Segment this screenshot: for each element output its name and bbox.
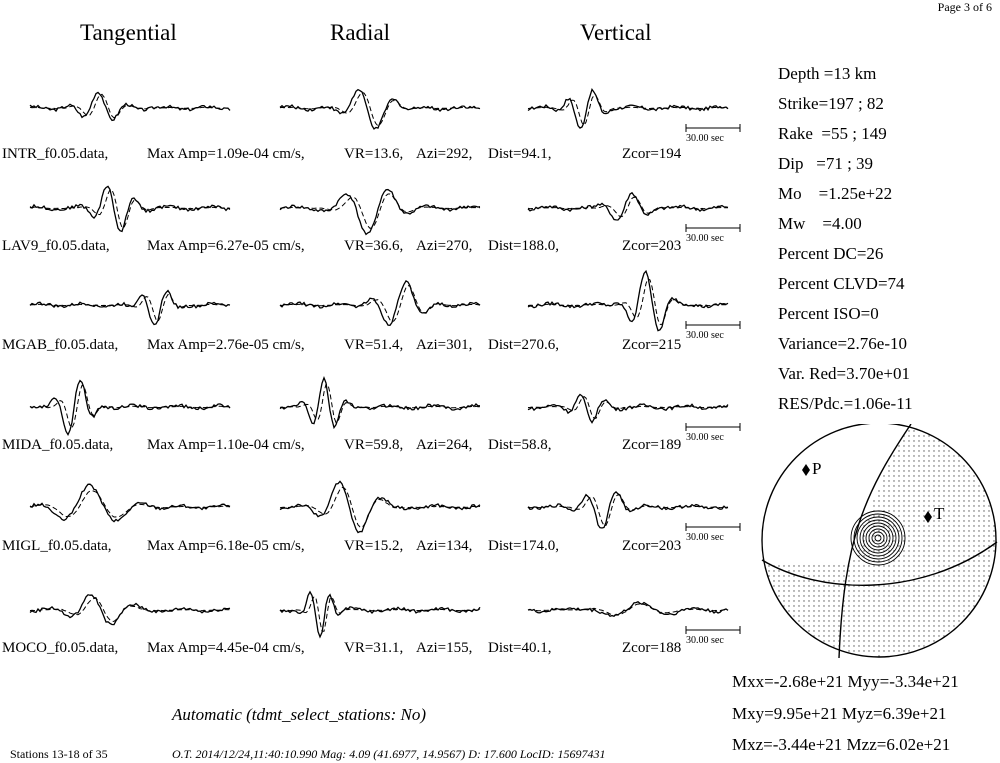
station-zcor: Zcor=215 bbox=[622, 337, 682, 353]
station-azi: Azi=264, bbox=[416, 437, 473, 453]
observed-trace bbox=[280, 190, 480, 235]
station-file: LAV9_f0.05.data, bbox=[2, 238, 110, 254]
nodal-plane-2 bbox=[762, 542, 997, 585]
station-amp: Max Amp=6.18e-05 cm/s, bbox=[147, 538, 305, 554]
nodal-plane-1 bbox=[839, 424, 911, 658]
station-amp: Max Amp=1.10e-04 cm/s, bbox=[147, 437, 305, 453]
moment-tensor-row-3: Mxz=-3.44e+21 Mzz=6.02e+21 bbox=[732, 735, 951, 754]
source-parameter: Dip =71 ; 39 bbox=[778, 154, 874, 173]
synthetic-trace bbox=[528, 95, 728, 125]
station-zcor: Zcor=203 bbox=[622, 538, 682, 554]
synthetic-trace bbox=[30, 491, 230, 518]
source-parameter: Variance=2.76e-10 bbox=[778, 334, 908, 353]
observed-trace bbox=[528, 395, 728, 423]
source-parameter: Mo =1.25e+22 bbox=[778, 184, 893, 203]
station-dist: Dist=94.1, bbox=[488, 146, 552, 162]
station-vr: VR=59.8, bbox=[344, 437, 404, 453]
station-dist: Dist=40.1, bbox=[488, 640, 552, 656]
observed-trace bbox=[30, 595, 230, 625]
observed-trace bbox=[30, 92, 230, 120]
time-scale-bar bbox=[685, 523, 741, 531]
observed-trace bbox=[280, 378, 480, 428]
station-vr: VR=36.6, bbox=[344, 238, 404, 254]
observed-trace bbox=[30, 291, 230, 325]
source-parameter: Percent CLVD=74 bbox=[778, 274, 905, 293]
station-dist: Dist=58.8, bbox=[488, 437, 552, 453]
time-scale-label: 30.00 sec bbox=[686, 532, 724, 543]
observed-trace bbox=[280, 281, 480, 325]
source-parameter: RES/Pdc.=1.06e-11 bbox=[778, 394, 913, 413]
source-parameter: Rake =55 ; 149 bbox=[778, 124, 887, 143]
source-parameter: Var. Red=3.70e+01 bbox=[778, 364, 911, 383]
observed-trace bbox=[280, 90, 480, 129]
p-axis-marker bbox=[802, 464, 810, 476]
time-scale-bar bbox=[685, 423, 741, 431]
station-file: MGAB_f0.05.data, bbox=[2, 337, 119, 353]
station-dist: Dist=270.6, bbox=[488, 337, 559, 353]
observed-trace bbox=[280, 592, 480, 637]
station-zcor: Zcor=194 bbox=[622, 146, 682, 162]
synthetic-trace bbox=[30, 295, 230, 322]
waveform-radial bbox=[280, 63, 480, 153]
column-header-tangential: Tangential bbox=[80, 20, 177, 45]
observed-trace bbox=[30, 381, 230, 435]
time-scale-label: 30.00 sec bbox=[686, 432, 724, 443]
compressional-quadrant bbox=[839, 424, 999, 664]
station-dist: Dist=174.0, bbox=[488, 538, 559, 554]
station-azi: Azi=155, bbox=[416, 640, 473, 656]
station-file: INTR_f0.05.data, bbox=[2, 146, 109, 162]
p-axis-label: P bbox=[812, 459, 822, 478]
station-dist: Dist=188.0, bbox=[488, 238, 559, 254]
station-vr: VR=31.1, bbox=[344, 640, 404, 656]
observed-trace bbox=[528, 193, 728, 220]
station-amp: Max Amp=4.45e-04 cm/s, bbox=[147, 640, 305, 656]
time-scale-label: 30.00 sec bbox=[686, 330, 724, 341]
station-amp: Max Amp=6.27e-05 cm/s, bbox=[147, 238, 305, 254]
synthetic-trace bbox=[280, 597, 480, 632]
time-scale-bar bbox=[685, 124, 741, 132]
time-scale-label: 30.00 sec bbox=[686, 635, 724, 646]
t-axis-marker bbox=[924, 511, 932, 523]
source-parameter: Percent DC=26 bbox=[778, 244, 884, 263]
station-zcor: Zcor=203 bbox=[622, 238, 682, 254]
synthetic-trace bbox=[30, 598, 230, 621]
station-amp: Max Amp=1.09e-04 cm/s, bbox=[147, 146, 305, 162]
station-azi: Azi=301, bbox=[416, 337, 473, 353]
source-parameter: Depth =13 km bbox=[778, 64, 877, 83]
moment-tensor-row-2: Mxy=9.95e+21 Myz=6.39e+21 bbox=[732, 704, 947, 723]
source-parameter: Percent ISO=0 bbox=[778, 304, 879, 323]
automatic-note: Automatic (tdmt_select_stations: No) bbox=[172, 705, 427, 724]
page-indicator: Page 3 of 6 bbox=[937, 0, 992, 14]
time-scale-label: 30.00 sec bbox=[686, 133, 724, 144]
station-zcor: Zcor=189 bbox=[622, 437, 682, 453]
observed-trace bbox=[30, 484, 230, 521]
station-amp: Max Amp=2.76e-05 cm/s, bbox=[147, 337, 305, 353]
time-scale-bar bbox=[685, 626, 741, 634]
station-file: MOCO_f0.05.data, bbox=[2, 640, 119, 656]
station-azi: Azi=134, bbox=[416, 538, 473, 554]
source-parameter: Mw =4.00 bbox=[778, 214, 862, 233]
station-zcor: Zcor=188 bbox=[622, 640, 682, 656]
time-scale-label: 30.00 sec bbox=[686, 233, 724, 244]
footer-origin: O.T. 2014/12/24,11:40:10.990 Mag: 4.09 (41.6977, 14.9567) D: 17.600 LocID: 15697431 bbox=[172, 747, 606, 761]
column-header-radial: Radial bbox=[330, 20, 391, 45]
footer-stations: Stations 13-18 of 35 bbox=[10, 747, 108, 761]
station-azi: Azi=270, bbox=[416, 238, 473, 254]
station-vr: VR=13.6, bbox=[344, 146, 404, 162]
moment-tensor-row-1: Mxx=-2.68e+21 Myy=-3.34e+21 bbox=[732, 672, 959, 691]
station-vr: VR=15.2, bbox=[344, 538, 404, 554]
focal-mechanism-beachball bbox=[759, 424, 1000, 666]
source-parameter: Strike=197 ; 82 bbox=[778, 94, 884, 113]
time-scale-bar bbox=[685, 321, 741, 329]
station-azi: Azi=292, bbox=[416, 146, 473, 162]
t-axis-label: T bbox=[934, 504, 945, 523]
column-header-vertical: Vertical bbox=[580, 20, 652, 45]
waveform-tangential bbox=[30, 63, 230, 153]
station-file: MIDA_f0.05.data, bbox=[2, 437, 114, 453]
time-scale-bar bbox=[685, 224, 741, 232]
observed-trace bbox=[528, 89, 728, 128]
station-file: MIGL_f0.05.data, bbox=[2, 538, 112, 554]
station-vr: VR=51.4, bbox=[344, 337, 404, 353]
